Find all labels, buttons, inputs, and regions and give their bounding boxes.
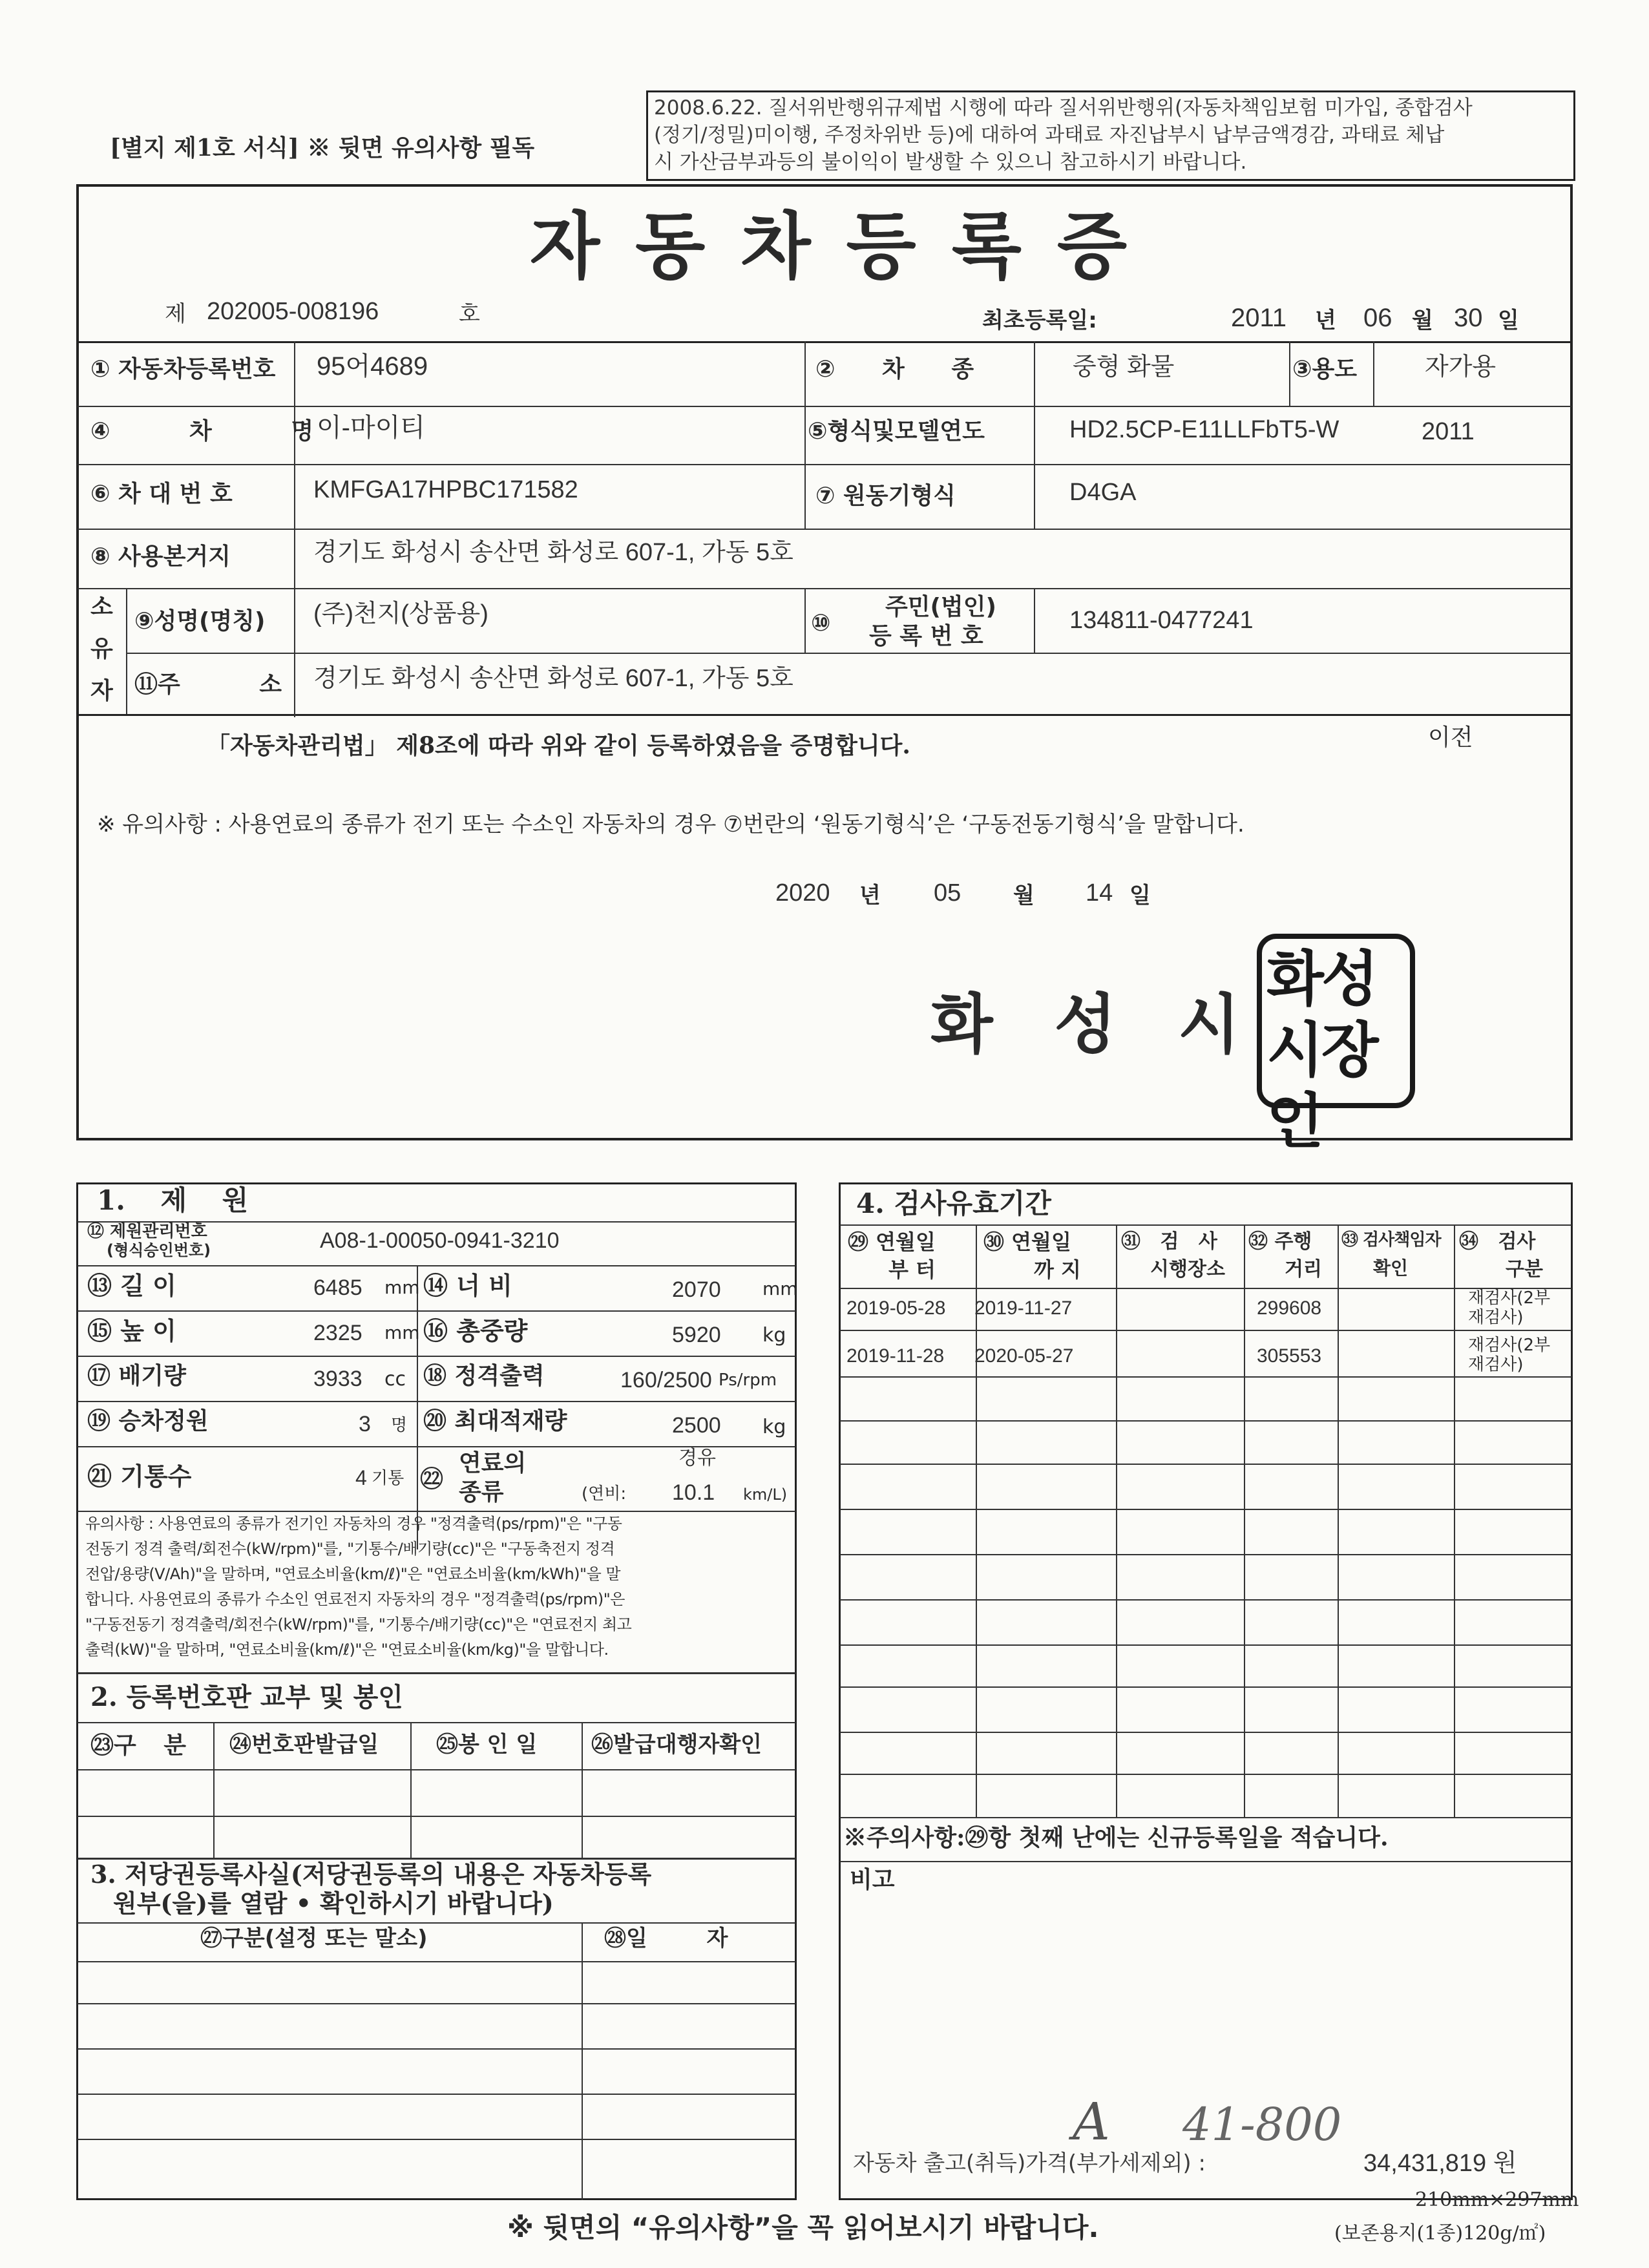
grid-line xyxy=(78,2003,795,2004)
paper-type: (보존용지(1종)120g/㎡) xyxy=(1334,2222,1546,2245)
grid-line xyxy=(1034,341,1035,529)
grid-line xyxy=(1244,1224,1245,1818)
vehicle-type-value: 중형 화물 xyxy=(1073,353,1175,381)
remarks-label: 비고 xyxy=(850,1867,895,1893)
insp-head-from-2: 부 터 xyxy=(888,1257,936,1282)
owner-side-1: 소 xyxy=(90,594,113,620)
grid-line xyxy=(78,1922,795,1924)
grid-line xyxy=(840,1420,1571,1422)
grid-line xyxy=(1289,341,1290,406)
registration-serial: 202005-008196 xyxy=(207,298,379,325)
grid-line xyxy=(840,1644,1571,1646)
handwritten-mark-a: A xyxy=(1073,2092,1110,2152)
displacement-value: 3933 xyxy=(313,1367,362,1391)
base-address-label: ⑧ 사용본거지 xyxy=(90,543,231,570)
insp-record-1-mileage: 299608 xyxy=(1257,1297,1322,1319)
paper-size: 210mm×297mm xyxy=(1415,2189,1579,2211)
spec-note-line-5: "구동전동기 정격출력/회전수(kW/rpm)"를, "기통수/배기량(cc)"은 "연료전지 최고 xyxy=(85,1615,632,1633)
insp-head-to-1: ㉚ 연월일 xyxy=(983,1230,1071,1254)
base-address-value: 경기도 화성시 송산면 화성로 607-1, 가동 5호 xyxy=(313,539,793,566)
insp-head-inspector-2: 확인 xyxy=(1373,1257,1409,1279)
first-registration-label: 최초등록일: xyxy=(982,308,1097,333)
grid-line xyxy=(1373,341,1374,406)
owner-side-2: 유 xyxy=(90,636,113,662)
owner-name-value: (주)천지(상품용) xyxy=(313,600,488,627)
form-label: [별지 제1호 서식] ※ 뒷면 유의사항 필독 xyxy=(110,134,535,162)
grid-line xyxy=(804,588,806,653)
grid-line xyxy=(840,1861,1571,1862)
fuel-type: 경유 xyxy=(678,1447,716,1469)
insp-record-2-kind-2: 재검사) xyxy=(1468,1355,1524,1374)
mortgage-title-1: 3. 저당권등록사실(저당권등록의 내용은 자동차등록 xyxy=(90,1860,652,1889)
mortgage-title-2: 원부(을)를 열람 • 확인하시기 바랍니다) xyxy=(113,1889,554,1918)
issue-day: 14 xyxy=(1086,879,1113,907)
grid-line xyxy=(582,1722,583,1858)
owner-id-circle: ⑩ xyxy=(811,610,831,636)
seats-label: ⑲ 승차정원 xyxy=(87,1408,209,1434)
insp-head-from-1: ㉙ 연월일 xyxy=(848,1230,936,1254)
fuel-label-2: 종류 xyxy=(459,1479,504,1506)
issue-month: 05 xyxy=(934,879,961,907)
grid-line xyxy=(213,1722,215,1858)
car-name-label: ④ 차 명 xyxy=(90,418,314,445)
max-load-label: ⑳ 최대적재량 xyxy=(423,1408,567,1434)
first-registration-month: 06 xyxy=(1363,304,1392,332)
grid-line xyxy=(840,1376,1571,1378)
grid-line xyxy=(78,1401,795,1402)
length-label: ⑬ 길 이 xyxy=(87,1272,176,1300)
grid-line xyxy=(78,1265,795,1266)
insp-head-kind-1: ㉞ 검사 xyxy=(1459,1230,1536,1253)
insp-record-1-kind-1: 재검사(2부 xyxy=(1468,1288,1551,1308)
grid-line xyxy=(78,1511,795,1512)
reg-no-value: 95어4689 xyxy=(317,352,428,381)
efficiency-unit: km/L) xyxy=(743,1486,788,1504)
owner-id-label-1: 주민(법인) xyxy=(885,594,997,620)
grid-line xyxy=(78,1310,795,1312)
car-name-value: 이-마이티 xyxy=(317,414,425,442)
grid-line xyxy=(1116,1224,1117,1818)
insp-record-2-mileage: 305553 xyxy=(1257,1345,1322,1367)
efficiency-label: (연비: xyxy=(582,1484,627,1504)
cylinders-value: 4 xyxy=(355,1466,367,1489)
owner-address-label: ⑪주 소 xyxy=(134,671,282,698)
use-value: 자가용 xyxy=(1425,353,1497,381)
grid-line xyxy=(840,1464,1571,1465)
engine-value: D4GA xyxy=(1069,479,1137,506)
max-load-value: 2500 xyxy=(672,1413,721,1438)
number-suffix: 호 xyxy=(459,301,480,327)
insp-record-2-kind-1: 재검사(2부 xyxy=(1468,1336,1551,1355)
price-value: 34,431,819 원 xyxy=(1363,2150,1517,2177)
mgmt-number: A08-1-00050-0941-3210 xyxy=(320,1228,560,1253)
grid-line xyxy=(78,1769,795,1770)
grid-line xyxy=(840,1817,1571,1818)
model-label: ⑤형식및모델연도 xyxy=(808,418,985,445)
power-label: ⑱ 정격출력 xyxy=(423,1363,545,1389)
certify-text: 「자동차관리법」 제8조에 따라 위와 같이 등록하였음을 증명합니다. xyxy=(207,732,910,759)
width-value: 2070 xyxy=(672,1277,721,1302)
issue-year: 2020 xyxy=(775,879,830,907)
first-registration-day: 30 xyxy=(1454,304,1483,332)
fuel-label-1: 연료의 xyxy=(459,1450,527,1476)
plates-col-agent: ㉖발급대행자확인 xyxy=(591,1732,762,1758)
plates-col-seal-date: ㉕봉 인 일 xyxy=(436,1732,538,1758)
grid-line xyxy=(78,1722,795,1723)
insp-head-kind-2: 구분 xyxy=(1506,1258,1543,1281)
mgmt-label-1: ⑫ 제원관리번호 xyxy=(87,1222,207,1241)
mortgage-col-kind: ㉗구분(설정 또는 말소) xyxy=(200,1926,428,1951)
grid-line xyxy=(417,1265,418,1549)
width-label: ⑭ 너 비 xyxy=(423,1272,512,1300)
grid-line xyxy=(840,1288,1571,1289)
mgmt-label-2: (형식승인번호) xyxy=(107,1241,211,1259)
width-unit: mm xyxy=(762,1278,798,1299)
grid-line xyxy=(840,1686,1571,1688)
issue-day-unit: 일 xyxy=(1129,883,1151,908)
use-label: ③용도 xyxy=(1292,356,1358,383)
owner-address-value: 경기도 화성시 송산면 화성로 607-1, 가동 5호 xyxy=(313,665,793,692)
grid-line xyxy=(294,341,295,717)
issue-year-unit: 년 xyxy=(859,883,881,908)
grid-line xyxy=(840,1554,1571,1555)
displacement-unit: cc xyxy=(384,1368,406,1391)
grid-line xyxy=(78,2094,795,2095)
insp-record-2-to: 2020-05-27 xyxy=(974,1345,1074,1367)
insp-record-1-kind-2: 재검사) xyxy=(1468,1308,1524,1327)
owner-id-value: 134811-0477241 xyxy=(1069,607,1254,634)
handwritten-code: 41-800 xyxy=(1182,2098,1342,2151)
insp-head-mileage-1: ㉜ 주행 xyxy=(1248,1230,1312,1253)
price-label: 자동차 출고(취득)가격(부가세제외) : xyxy=(853,2150,1206,2176)
notice-line-3: 시 가산금부과등의 불이익이 발생할 수 있으니 참고하시기 바랍니다. xyxy=(654,151,1247,174)
grid-line xyxy=(78,406,1571,407)
cylinders-unit: 기통 xyxy=(372,1469,404,1488)
seats-unit: 명 xyxy=(391,1416,408,1435)
spec-note-line-6: 출력(kW)"을 말하며, "연료소비율(km/ℓ)"은 "연료소비율(km/kg)"을 말합니다. xyxy=(85,1641,609,1659)
mortgage-col-date: ㉘일 자 xyxy=(604,1926,728,1951)
spec-note-line-3: 전압/용량(V/Ah)"을 말하며, "연료소비율(km/ℓ)"은 "연료소비율(km/kWh)"을 말 xyxy=(85,1565,621,1583)
grid-line xyxy=(1034,588,1035,653)
engine-label: ⑦ 원동기형식 xyxy=(815,483,956,509)
grid-line xyxy=(126,653,1571,654)
spec-note-line-2: 전동기 정격 출력/회전수(kW/rpm)"를, "기통수/배기량(cc)"은 "구동축전지 정격 xyxy=(85,1540,615,1558)
max-load-unit: kg xyxy=(762,1416,786,1438)
vehicle-type-label: ② 차 종 xyxy=(815,356,974,383)
insp-head-mileage-2: 거리 xyxy=(1285,1258,1322,1281)
vin-label: ⑥ 차 대 번 호 xyxy=(90,481,233,507)
model-year-value: 2011 xyxy=(1422,418,1475,445)
power-value: 160/2500 xyxy=(620,1368,712,1392)
first-registration-year: 2011 xyxy=(1231,304,1287,332)
insp-record-2-from: 2019-11-28 xyxy=(846,1345,945,1367)
notice-line-2: (정기/정밀)미이행, 주정차위반 등)에 대하여 과태료 자진납부시 납부금액경감, 과태료 체납 xyxy=(654,123,1445,147)
grid-line xyxy=(804,341,806,529)
number-prefix: 제 xyxy=(165,301,186,327)
insp-record-1-from: 2019-05-28 xyxy=(846,1297,946,1319)
plates-col-kind: ㉓구 분 xyxy=(90,1732,187,1759)
fuel-circle: ㉒ xyxy=(420,1466,444,1493)
month-unit: 월 xyxy=(1412,308,1433,333)
seats-value: 3 xyxy=(359,1412,371,1436)
height-value: 2325 xyxy=(313,1321,362,1345)
cylinders-label: ㉑ 기통수 xyxy=(87,1462,192,1491)
displacement-label: ⑰ 배기량 xyxy=(87,1363,186,1389)
length-unit: mm xyxy=(384,1277,420,1298)
gross-weight-unit: kg xyxy=(762,1324,786,1347)
grid-line xyxy=(840,1224,1571,1226)
reg-no-label: ① 자동차등록번호 xyxy=(90,356,276,383)
grid-line xyxy=(78,529,1571,530)
notice-line-1: 2008.6.22. 질서위반행위규제법 시행에 따라 질서위반행위(자동차책임보험 미가입, 종합검사 xyxy=(654,96,1473,120)
year-unit: 년 xyxy=(1315,308,1336,333)
issuer-name: 화 성 시 xyxy=(930,986,1260,1062)
spec-note-line-4: 합니다. 사용연료의 종류가 수소인 연료전지 자동차의 경우 "정격출력(ps/rpm)"은 xyxy=(85,1590,625,1608)
footer-notice: ※ 뒷면의 “유의사항”을 꼭 읽어보시기 바랍니다. xyxy=(507,2212,1099,2243)
owner-id-label-2: 등 록 번 호 xyxy=(869,623,983,649)
grid-line xyxy=(840,1509,1571,1510)
insp-head-place-1: ㉛ 검 사 xyxy=(1121,1230,1217,1253)
grid-line xyxy=(1338,1224,1339,1818)
grid-line xyxy=(78,1672,795,1674)
day-unit: 일 xyxy=(1498,308,1519,333)
grid-line xyxy=(1454,1224,1455,1818)
grid-line xyxy=(582,1922,583,2200)
seal-text: 화성시장인 xyxy=(1266,944,1376,1156)
insp-head-place-2: 시행장소 xyxy=(1150,1258,1225,1281)
grid-line xyxy=(78,341,1571,343)
specs-title: 1. 제 원 xyxy=(97,1184,249,1216)
owner-name-label: ⑨성명(명칭) xyxy=(134,608,266,635)
power-unit: Ps/rpm xyxy=(719,1370,777,1390)
grid-line xyxy=(78,1816,795,1817)
insp-head-inspector-1: ㉝ 검사책임자 xyxy=(1341,1230,1441,1250)
grid-line xyxy=(78,2048,795,2050)
spec-note-line-1: 유의사항 : 사용연료의 종류가 전기인 자동차의 경우 "정격출력(ps/rpm)"은 "구동 xyxy=(85,1515,622,1533)
plates-col-issue-date: ㉔번호판발급일 xyxy=(229,1732,379,1758)
grid-line xyxy=(78,588,1571,589)
owner-side-3: 자 xyxy=(90,678,113,704)
document-title: 자 동 차 등 록 증 xyxy=(530,204,1133,289)
grid-line xyxy=(840,1599,1571,1601)
issue-month-unit: 월 xyxy=(1013,883,1035,908)
gross-weight-label: ⑯ 총중량 xyxy=(423,1317,528,1345)
grid-line xyxy=(840,1330,1571,1331)
height-unit: mm xyxy=(384,1322,420,1343)
caution-text: ※ 유의사항 : 사용연료의 종류가 전기 또는 수소인 자동차의 경우 ⑦번란의 ‘원동기형식’은 ‘구동전동기형식’을 말합니다. xyxy=(97,812,1245,837)
grid-line xyxy=(840,1732,1571,1733)
insp-record-1-to: 2019-11-27 xyxy=(974,1297,1073,1319)
inspection-caution: ※주의사항:㉙항 첫째 난에는 신규등록일을 적습니다. xyxy=(843,1824,1389,1851)
gross-weight-value: 5920 xyxy=(672,1323,721,1347)
transfer-note: 이전 xyxy=(1428,724,1473,751)
grid-line xyxy=(78,464,1571,465)
grid-line xyxy=(78,1356,795,1357)
height-label: ⑮ 높 이 xyxy=(87,1317,176,1345)
plates-title: 2. 등록번호판 교부 및 봉인 xyxy=(90,1682,403,1712)
grid-line xyxy=(840,1774,1571,1775)
inspection-section xyxy=(839,1182,1573,2200)
efficiency-value: 10.1 xyxy=(672,1480,715,1505)
grid-line xyxy=(78,1961,795,1962)
grid-line xyxy=(78,2139,795,2140)
grid-line xyxy=(78,714,1571,716)
model-value: HD2.5CP-E11LLFbT5-W xyxy=(1069,416,1339,443)
insp-head-to-2: 까 지 xyxy=(1034,1257,1081,1282)
grid-line xyxy=(126,588,127,714)
inspection-title: 4. 검사유효기간 xyxy=(856,1188,1051,1219)
grid-line xyxy=(410,1722,412,1858)
length-value: 6485 xyxy=(313,1276,362,1300)
vin-value: KMFGA17HPBC171582 xyxy=(313,476,578,503)
